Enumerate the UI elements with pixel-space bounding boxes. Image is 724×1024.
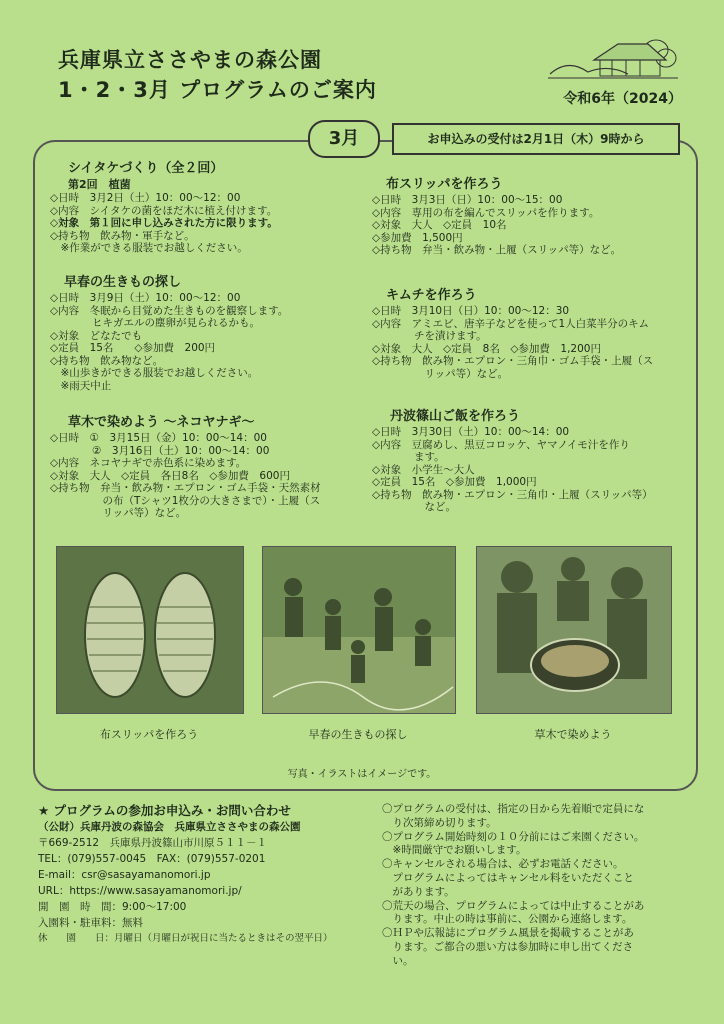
admission-fee: 入園料・駐車料：無料 <box>38 917 143 929</box>
closed-days: 休 園 日：月曜日（月曜日が祝日に当たるときはその翌平日） <box>38 933 333 944</box>
photo-caption: 布スリッパを作ろう <box>99 728 199 741</box>
park-name: 兵庫県立ささやまの森公園 <box>58 48 322 72</box>
notice-line: ※時間厳守でお願いします。 <box>382 844 527 857</box>
photo-caption: 草木で染めよう <box>534 728 612 741</box>
farmhouse-illustration-icon <box>548 36 678 82</box>
program-title: 早春の生きもの探し <box>64 275 182 290</box>
notice-line: り次第締め切ります。 <box>382 816 497 829</box>
program-row: ◇対象 大人 ◇定員 8名 ◇参加費 1,200円 <box>372 342 601 355</box>
program-shiitake <box>50 160 350 255</box>
program-row: ◇日時 3月2日（土）10：00～12：00 <box>50 192 241 204</box>
program-row: ◇日時 ① 3月15日（金）10：00～14：00 <box>50 432 267 444</box>
program-row: ※雨天中止 <box>50 379 112 392</box>
program-row: の布（Tシャツ1枚分の大きさまで）・上履（ス <box>50 494 321 507</box>
address: 〒669-2512 兵庫県丹波篠山市川原５１１－１ <box>38 837 268 849</box>
program-row: ◇内容 専用の布を編んでスリッパを作ります。 <box>372 206 600 219</box>
notice-line: 〇荒天の場合、プログラムによっては中止することがあ <box>382 899 645 912</box>
photo-caption: 早春の生きもの探し <box>308 728 408 741</box>
program-row: ◇内容 シイタケの菌をほだ木に植え付けます。 <box>50 204 278 217</box>
notice-line: ります。ご都合の悪い方は参加時に申し出てくださ <box>382 940 634 953</box>
program-row: ◇内容 豆腐めし、黒豆コロッケ、ヤマノイモ汁を作り <box>372 438 630 451</box>
program-row: ◇内容 冬眠から目覚めた生きものを観察します。 <box>50 304 289 317</box>
notices-list <box>382 803 692 969</box>
notice-line: 〇プログラム開始時刻の１０分前にはご来園ください。 <box>382 830 645 843</box>
program-row: ◇内容 ネコヤナギで赤色系に染めます。 <box>50 457 247 469</box>
program-row: ◇対象 第１回に申し込みされた方に限ります。 <box>50 217 278 229</box>
program-row: リッパ等）など。 <box>372 367 509 380</box>
program-row: ② 3月16日（土）10：00～14：00 <box>50 444 270 457</box>
program-row: ◇参加費 1,500円 <box>372 231 463 244</box>
photo-spring-creatures <box>262 546 456 714</box>
month-badge: 3月 <box>308 120 380 158</box>
application-deadline: お申込みの受付は2月1日（木）9時から <box>392 123 680 155</box>
program-title: 丹波篠山ご飯を作ろう <box>390 409 521 424</box>
notice-line: があります。 <box>382 885 455 898</box>
program-subtitle: 第2回 植菌 <box>68 178 131 191</box>
program-spring-creatures <box>50 274 350 392</box>
program-row: ※作業ができる服装でお越しください。 <box>50 242 248 254</box>
photo-dyeing <box>476 546 672 714</box>
program-title: 草木で染めよう ～ネコヤナギ～ <box>68 415 255 430</box>
notice-line: 〇キャンセルされる場合は、必ずお電話ください。 <box>382 858 624 871</box>
program-title: シイタケづくり（全２回） <box>68 161 224 176</box>
program-row: リッパ等）など。 <box>50 507 187 519</box>
program-row: ◇内容 アミエビ、唐辛子などを使って1人白菜半分のキム <box>372 317 650 330</box>
program-row: ◇日時 3月10日（日）10：00～12：30 <box>372 305 570 317</box>
program-row: ◇持ち物 弁当・飲み物・上履（スリッパ等）など。 <box>372 244 622 256</box>
program-row: ◇持ち物 飲み物など。 <box>50 354 164 367</box>
era-label: 令和6年（2024） <box>563 91 682 107</box>
phone-fax: TEL：(079)557-0045 FAX：(079)557-0201 <box>38 853 266 865</box>
program-kimchi <box>372 287 687 380</box>
organization: （公財）兵庫丹波の森協会 兵庫県立ささやまの森公園 <box>38 821 301 833</box>
program-row: ◇対象 大人 ◇定員 各日8名 ◇参加費 600円 <box>50 469 290 482</box>
program-cloth-slippers <box>372 176 687 257</box>
notice-line: ります。中止の時は事前に、公園から連絡します。 <box>382 913 633 926</box>
opening-hours: 開 園 時 間：9:00～17:00 <box>38 901 187 913</box>
notice-line: 〇ＨＰや広報誌にプログラム風景を掲載することがあ <box>382 927 634 940</box>
program-row: ◇持ち物 弁当・飲み物・エプロン・ゴム手袋・天然素材 <box>50 482 321 494</box>
program-row: ヒキガエルの塵卵が見られるかも。 <box>50 317 260 329</box>
program-row: ◇持ち物 飲み物・エプロン・三角巾・上履（スリッパ等） <box>372 488 653 501</box>
page-title: 1・2・3月 プログラムのご案内 <box>58 78 377 102</box>
program-row: ◇対象 どなたでも <box>50 329 143 342</box>
program-row: ◇対象 小学生～大人 <box>372 463 475 476</box>
program-row: ◇日時 3月30日（土）10：00～14：00 <box>372 426 570 438</box>
website-link[interactable]: URL：https://www.sasayamanomori.jp/ <box>38 885 242 897</box>
program-row: ◇日時 3月3日（日）10：00～15：00 <box>372 194 563 206</box>
program-row: ◇持ち物 飲み物・エプロン・三角巾・ゴム手袋・上履（ス <box>372 355 654 367</box>
program-row: ◇定員 15名 ◇参加費 1,000円 <box>372 476 537 488</box>
program-row: ※山歩きができる服装でお越しください。 <box>50 367 259 379</box>
program-dyeing <box>50 414 360 520</box>
photo-note: 写真・イラストはイメージです。 <box>287 769 437 780</box>
program-row: など。 <box>372 501 456 513</box>
program-row: ◇持ち物 飲み物・軍手など。 <box>50 229 195 242</box>
email-link[interactable]: E-mail：csr@sasayamanomori.jp <box>38 869 211 881</box>
program-row: ◇日時 3月9日（土）10：00～12：00 <box>50 292 241 304</box>
contact-heading: ★ プログラムの参加お申込み・お問い合わせ <box>38 803 291 818</box>
notice-line: い。 <box>382 954 414 967</box>
program-row: ます。 <box>372 451 445 463</box>
photo-slippers <box>56 546 244 714</box>
program-title: 布スリッパを作ろう <box>386 177 503 192</box>
program-row: チを漬けます。 <box>372 330 487 342</box>
program-row: ◇定員 15名 ◇参加費 200円 <box>50 342 216 354</box>
program-tamba-rice <box>372 408 687 514</box>
program-title: キムチを作ろう <box>386 288 477 303</box>
program-row: ◇対象 大人 ◇定員 10名 <box>372 219 507 231</box>
contact-info <box>38 803 333 947</box>
notice-line: プログラムによってはキャンセル料をいただくこと <box>382 871 634 884</box>
notice-line: 〇プログラムの受付は、指定の日から先着順で定員にな <box>382 803 645 815</box>
